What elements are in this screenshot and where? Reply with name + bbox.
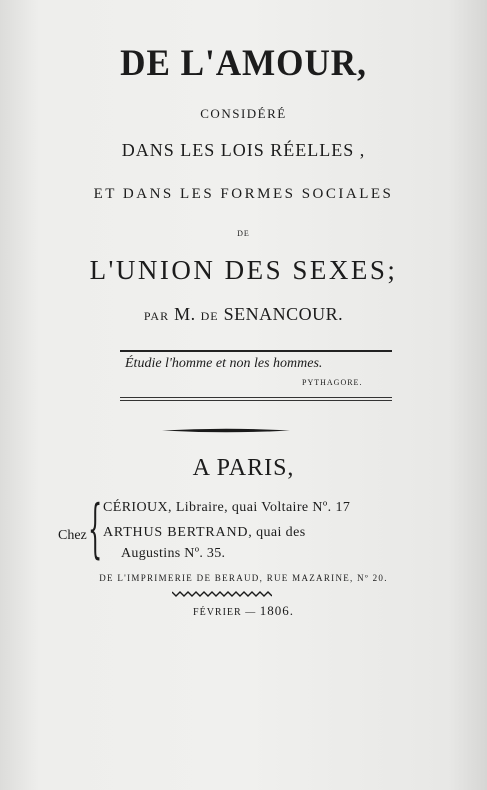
epigraph-top-rule (120, 350, 392, 352)
subtitle-formes: ET DANS LES FORMES SOCIALES (93, 186, 394, 202)
publisher-line-2-rest: , quai des (248, 525, 306, 540)
place-of-publication: A PARIS, (192, 455, 295, 481)
publisher-line-3: Augustins Nº. 35. (121, 546, 226, 561)
fleuron-divider (162, 428, 290, 433)
author-line (0, 304, 487, 325)
subtitle-lois: DANS LES LOIS RÉELLES , (121, 140, 366, 160)
publisher-line-2 (103, 525, 306, 541)
subtitle-considere: CONSIDÉRÉ (200, 106, 287, 121)
publisher-brace: { (88, 492, 103, 566)
wavy-ornament (172, 590, 272, 598)
date-year: 1806. (259, 603, 294, 618)
printer-line: DE L'IMPRIMERIE DE BERAUD, RUE MAZARINE, Nº 20. (99, 573, 388, 583)
epigraph-bottom-rule (120, 397, 392, 401)
subtitle-de: DE (237, 229, 250, 238)
author-m: M. (174, 304, 196, 324)
publisher-line-1: CÉRIOUX, Libraire, quai Voltaire Nº. 17 (103, 500, 351, 515)
book-title: DE L'AMOUR, (120, 43, 367, 84)
author-par: PAR (143, 309, 170, 323)
author-name: SENANCOUR. (223, 304, 344, 324)
date-month: FÉVRIER — (193, 607, 257, 618)
publisher-arthus-bertrand: ARTHUS BERTRAND (103, 525, 249, 540)
subtitle-union: L'UNION DES SEXES; (89, 255, 398, 285)
publisher-chez: Chez (58, 528, 87, 543)
epigraph: Étudie l'homme et non les hommes. (125, 356, 323, 371)
publication-date (0, 603, 487, 619)
epigraph-attribution: PYTHAGORE. (302, 378, 363, 387)
author-de: DE (200, 309, 219, 323)
